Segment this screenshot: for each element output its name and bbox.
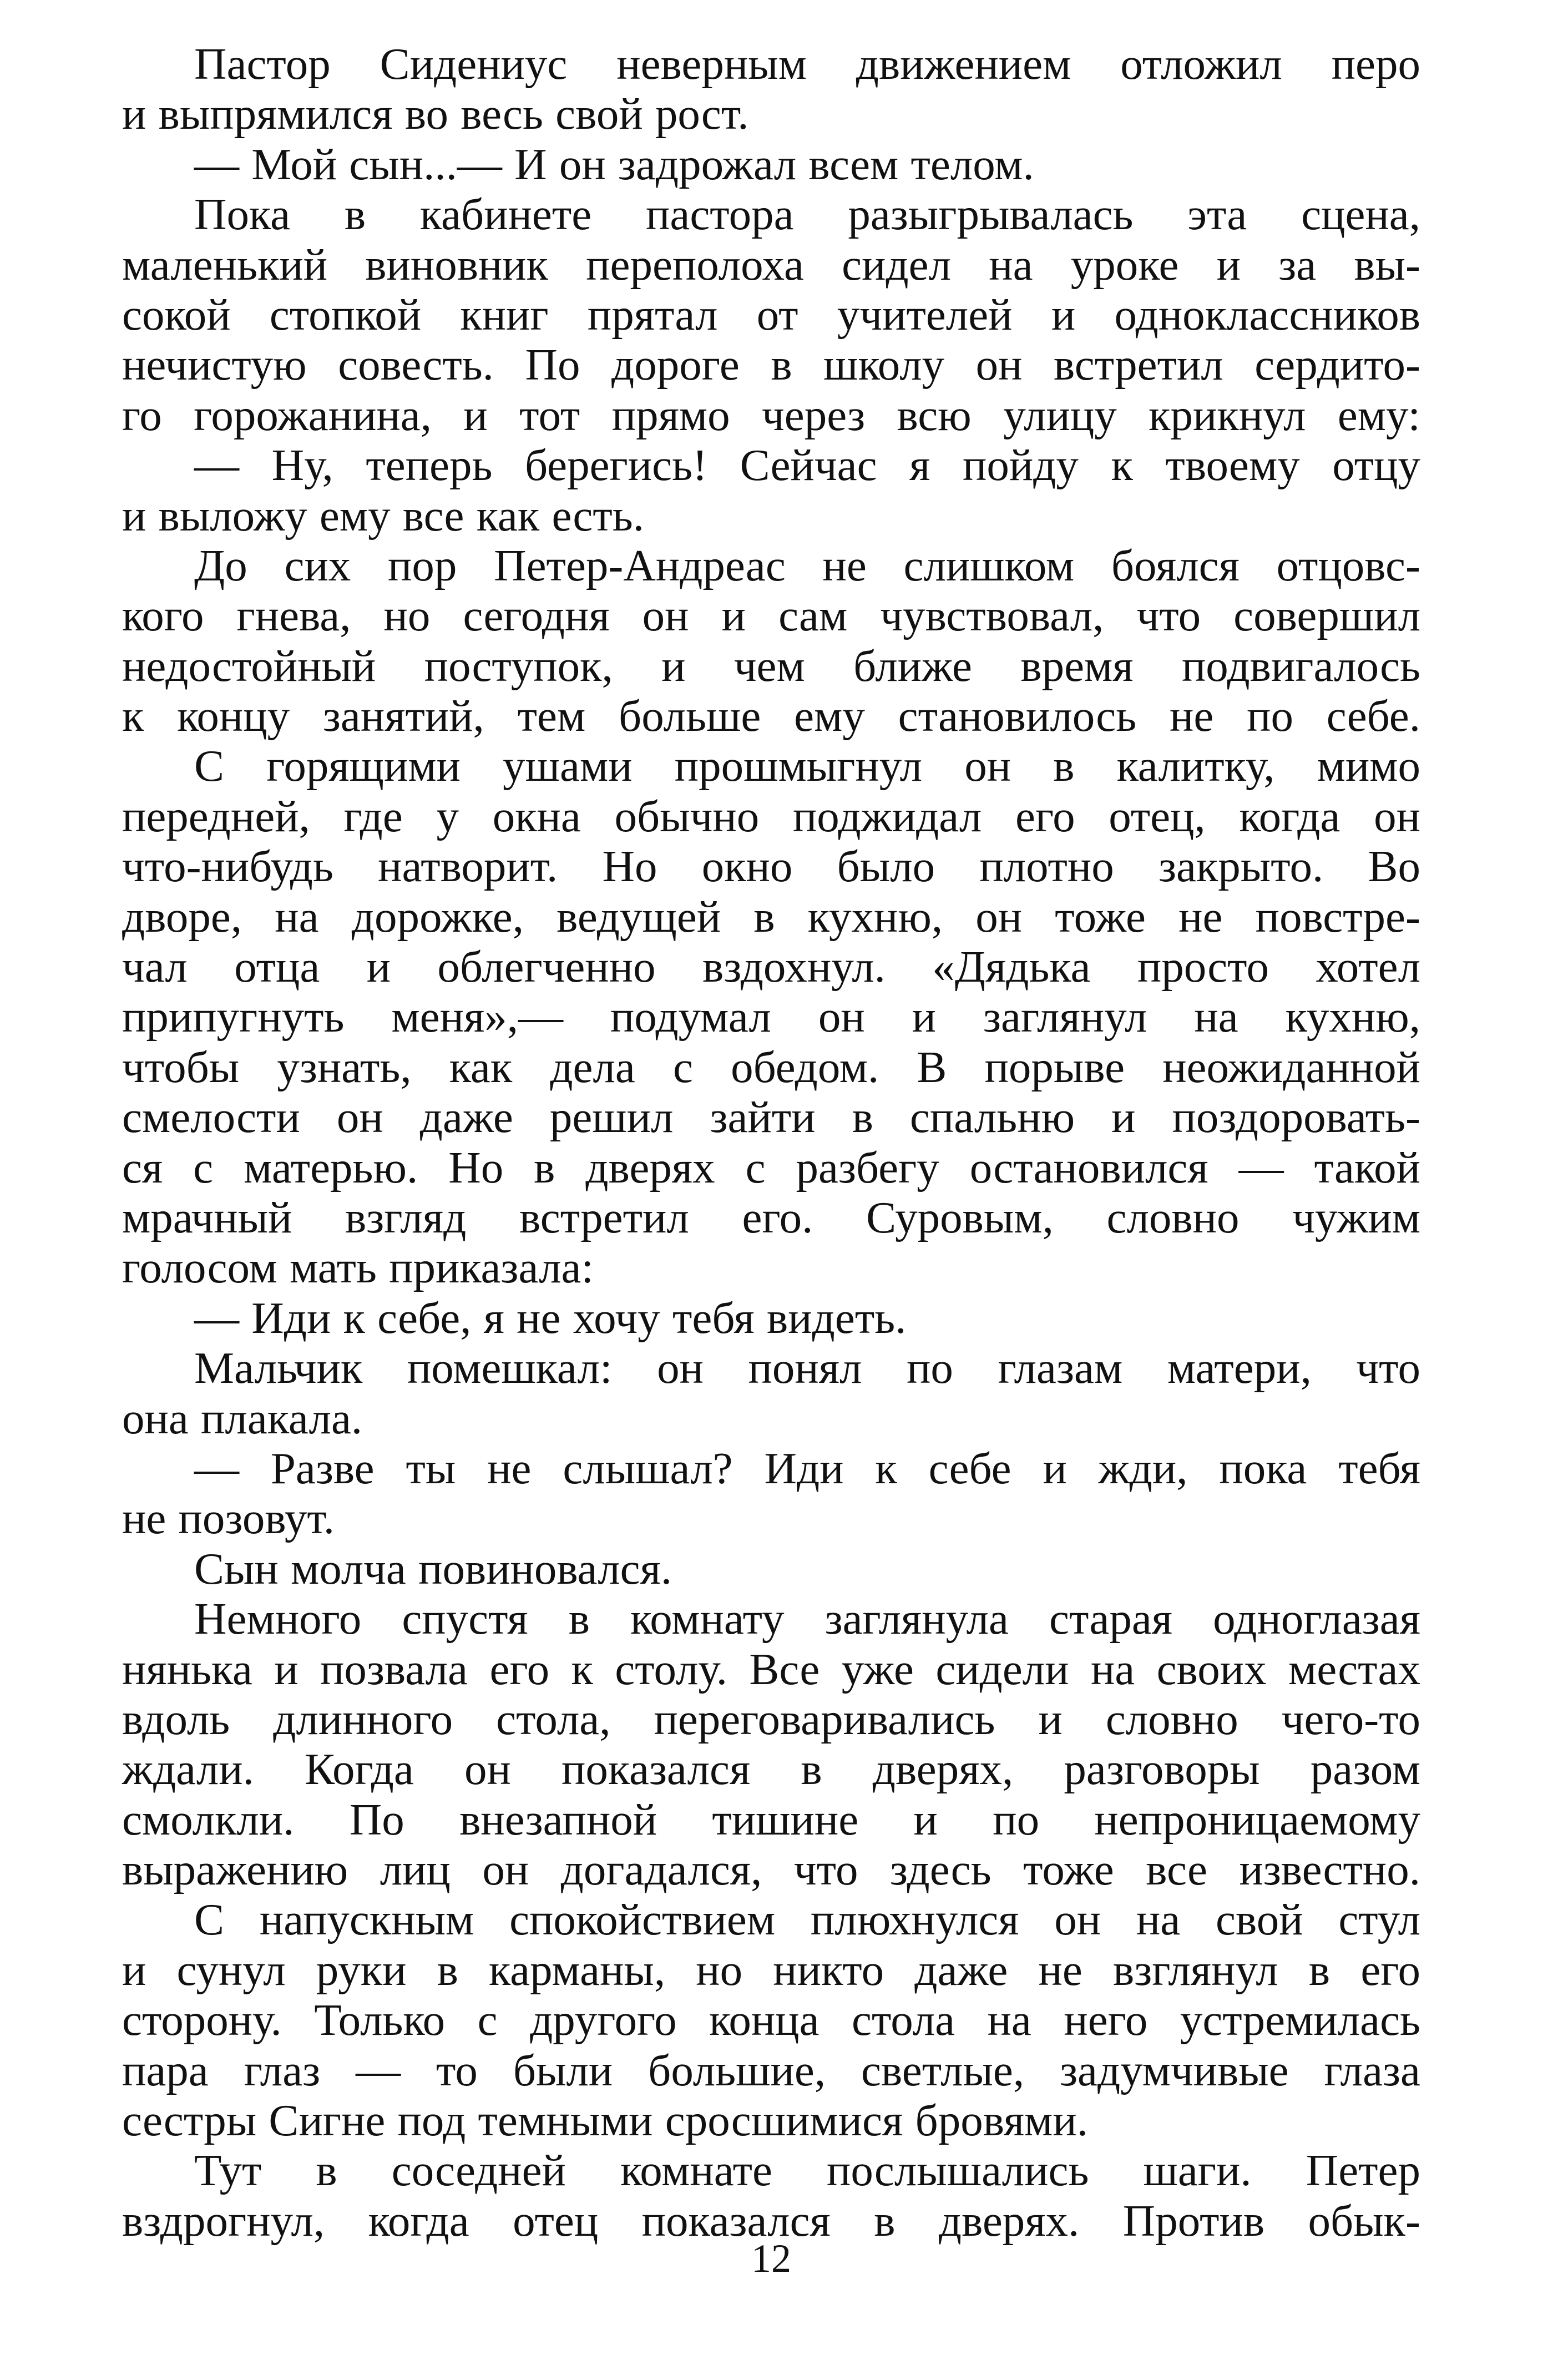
text-line: сторону. Только с другого конца стола на него устремилась	[122, 1995, 1420, 2045]
text-line: сокой стопкой книг прятал от учителей и одноклассников	[122, 289, 1420, 340]
text-line: недостойный поступок, и чем ближе время подвигалось	[122, 640, 1420, 691]
text-line: — Мой сын...— И он задрожал всем телом.	[194, 139, 1034, 189]
book-page	[122, 39, 1420, 2314]
text-line: — Ну, теперь берегись! Сейчас я пойду к твоему отцу	[194, 440, 1420, 491]
text-line: передней, где у окна обычно поджидал его отец, когда он	[122, 791, 1420, 841]
text-line: кого гнева, но сегодня он и сам чувствовал, что совершил	[122, 590, 1420, 641]
text-line: дворе, на дорожке, ведущей в кухню, он тоже не повстре-	[122, 891, 1420, 942]
text-line: — Разве ты не слышал? Иди к себе и жди, пока тебя	[194, 1443, 1420, 1493]
page-number: 12	[751, 2236, 791, 2281]
text-line: ся с матерью. Но в дверях с разбегу остановился — такой	[122, 1142, 1420, 1192]
text-line: голосом мать приказала:	[122, 1242, 594, 1293]
text-line: чтобы узнать, как дела с обедом. В порыве неожиданной	[122, 1042, 1420, 1092]
text-line: и сунул руки в карманы, но никто даже не взглянул в его	[122, 1944, 1420, 1995]
text-line: сестры Сигне под темными сросшимися бровями.	[122, 2095, 1088, 2146]
text-line: Пастор Сидениус неверным движением отложил перо	[194, 39, 1420, 89]
text-line: ждали. Когда он показался в дверях, разговоры разом	[122, 1744, 1420, 1795]
text-line: го горожанина, и тот прямо через всю улицу крикнул ему:	[122, 390, 1420, 440]
text-line: С напускным спокойствием плюхнулся он на свой стул	[194, 1894, 1420, 1945]
text-line: Немного спустя в комнату заглянула старая одноглазая	[194, 1594, 1420, 1644]
text-line: к концу занятий, тем больше ему становилось не по себе.	[122, 691, 1420, 741]
text-line: пара глаз — то были большие, светлые, задумчивые глаза	[122, 2045, 1420, 2095]
text-line: нянька и позвала его к столу. Все уже сидели на своих местах	[122, 1644, 1420, 1694]
body-text	[122, 39, 1420, 2246]
text-line: чал отца и облегченно вздохнул. «Дядька просто хотел	[122, 942, 1420, 992]
text-line: выражению лиц он догадался, что здесь тоже все известно.	[122, 1845, 1420, 1895]
text-line: До сих пор Петер-Андреас не слишком боялся отцовс-	[194, 540, 1420, 590]
text-line: вдоль длинного стола, переговаривались и словно чего-то	[122, 1694, 1420, 1744]
text-line: смелости он даже решил зайти в спальню и поздоровать-	[122, 1092, 1420, 1143]
text-line: маленький виновник переполоха сидел на уроке и за вы-	[122, 239, 1420, 290]
text-line: и выложу ему все как есть.	[122, 490, 644, 540]
text-line: вздрогнул, когда отец показался в дверях. Против обык-	[122, 2195, 1420, 2246]
text-line: смолкли. По внезапной тишине и по непроницаемому	[122, 1794, 1420, 1845]
text-line: мрачный взгляд встретил его. Суровым, словно чужим	[122, 1192, 1420, 1242]
text-line: нечистую совесть. По дороге в школу он встретил сердито-	[122, 340, 1420, 390]
text-line: она плакала.	[122, 1393, 363, 1443]
text-line: Мальчик помешкал: он понял по глазам матери, что	[194, 1343, 1420, 1393]
text-line: не позовут.	[122, 1493, 335, 1544]
text-line: припугнуть меня»,— подумал он и заглянул на кухню,	[122, 992, 1420, 1042]
text-line: и выпрямился во весь свой рост.	[122, 89, 749, 139]
text-line: Сын молча повиновался.	[194, 1543, 672, 1594]
text-line: Пока в кабинете пастора разыгрывалась эта сцена,	[194, 189, 1420, 240]
text-line: С горящими ушами прошмыгнул он в калитку, мимо	[194, 741, 1420, 791]
text-line: что-нибудь натворит. Но окно было плотно закрыто. Во	[122, 841, 1420, 892]
text-line: — Иди к себе, я не хочу тебя видеть.	[194, 1292, 907, 1343]
text-line: Тут в соседней комнате послышались шаги. Петер	[194, 2145, 1420, 2196]
